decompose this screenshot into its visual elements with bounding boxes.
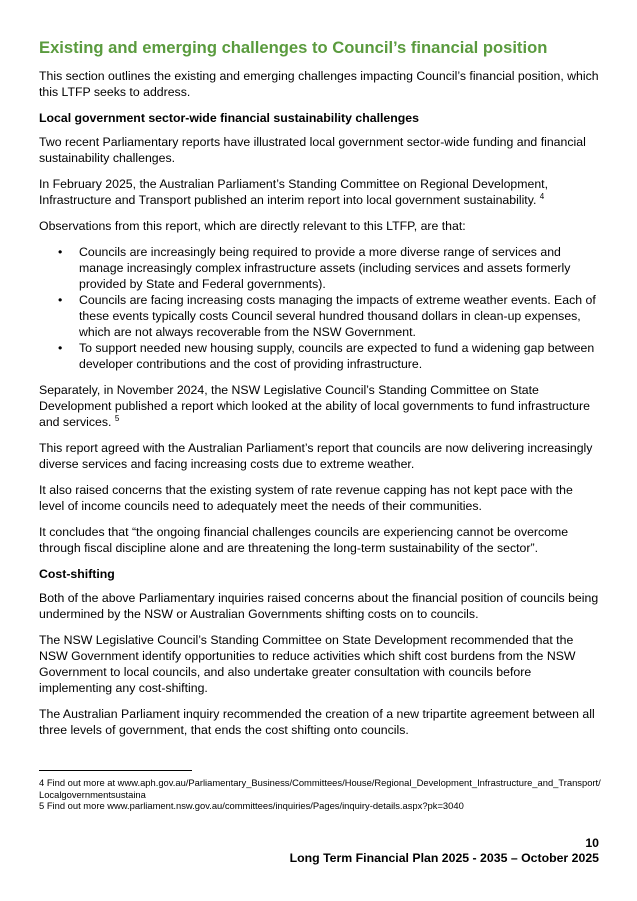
list-item: • To support needed new housing supply, councils are expected to fund a widening gap between developer contributions and the cost of providing infrastructure. <box>79 340 601 372</box>
footnote-4: 4 Find out more at www.aph.gov.au/Parliamentary_Business/Committees/House/Regional_Development_Infrastructure_and_Transport/Localgovernmentsustaina <box>39 777 601 800</box>
document-title: Long Term Financial Plan 2025 - 2035 – October 2025 <box>289 851 599 865</box>
list-item: • Councils are increasingly being required to provide a more diverse range of services and manage increasingly complex infrastructure assets (including services and assets formerly provided by State and Federal governments). <box>79 244 601 292</box>
paragraph-with-footnote <box>39 382 601 430</box>
footnote-divider <box>39 770 192 771</box>
page-heading: Existing and emerging challenges to Council’s financial position <box>39 38 548 57</box>
paragraph: It concludes that “the ongoing financial challenges councils are experiencing cannot be overcome through fiscal discipline alone and are threatening the long-term sustainability of the sector”. <box>39 525 569 555</box>
section-heading-cost-shifting: Cost-shifting <box>39 567 115 581</box>
paragraph: It also raised concerns that the existing system of rate revenue capping has not kept pace with the level of income councils need to adequately meet the needs of their communities. <box>39 483 573 513</box>
page-footer <box>290 836 599 866</box>
page-content <box>39 38 601 748</box>
page-number: 10 <box>585 836 599 850</box>
footnote-ref-4: 4 <box>539 192 545 201</box>
paragraph: The Australian Parliament inquiry recommended the creation of a new tripartite agreement between all three levels of government, that ends the cost shifting onto councils. <box>39 707 595 737</box>
paragraph-text: In February 2025, the Australian Parliament’s Standing Committee on Regional Development, Infrastructure and Transport published an interim report into local government sustainability. <box>39 177 549 207</box>
section-heading-sustainability: Local government sector-wide financial sustainability challenges <box>39 111 419 125</box>
paragraph: This report agreed with the Australian Parliament’s report that councils are now delivering increasingly diverse services and facing increasing costs due to extreme weather. <box>39 441 593 471</box>
paragraph: Observations from this report, which are directly relevant to this LTFP, are that: <box>39 219 466 233</box>
paragraph-text: Separately, in November 2024, the NSW Legislative Council’s Standing Committee on State Development published a report which looked at the ability of local governments to fund infrastructure and services. <box>39 383 590 429</box>
footnotes <box>39 770 601 812</box>
paragraph: The NSW Legislative Council’s Standing Committee on State Development recommended that the NSW Government identify opportunities to reduce activities which shift cost burdens from the NSW Government to local councils, and also undertake greater consultation with councils before implementing any cost-shifting. <box>39 633 576 695</box>
intro-paragraph: This section outlines the existing and emerging challenges impacting Council’s financial position, which this LTFP seeks to address. <box>39 69 599 99</box>
footnote-5: 5 Find out more www.parliament.nsw.gov.au/committees/inquiries/Pages/inquiry-details.aspx?pk=3040 <box>39 800 464 811</box>
list-item: • Councils are facing increasing costs managing the impacts of extreme weather events. Each of these events typically costs Council several hundred thousand dollars in clean-up expenses, which are not always recoverable from the NSW Government. <box>79 292 601 340</box>
paragraph: Both of the above Parliamentary inquiries raised concerns about the financial position of councils being undermined by the NSW or Australian Governments shifting costs on to councils. <box>39 591 599 621</box>
footnote-ref-5: 5 <box>114 414 120 423</box>
observations-list <box>39 244 601 372</box>
paragraph-with-footnote <box>39 176 601 208</box>
paragraph: Two recent Parliamentary reports have illustrated local government sector-wide funding and financial sustainability challenges. <box>39 135 586 165</box>
